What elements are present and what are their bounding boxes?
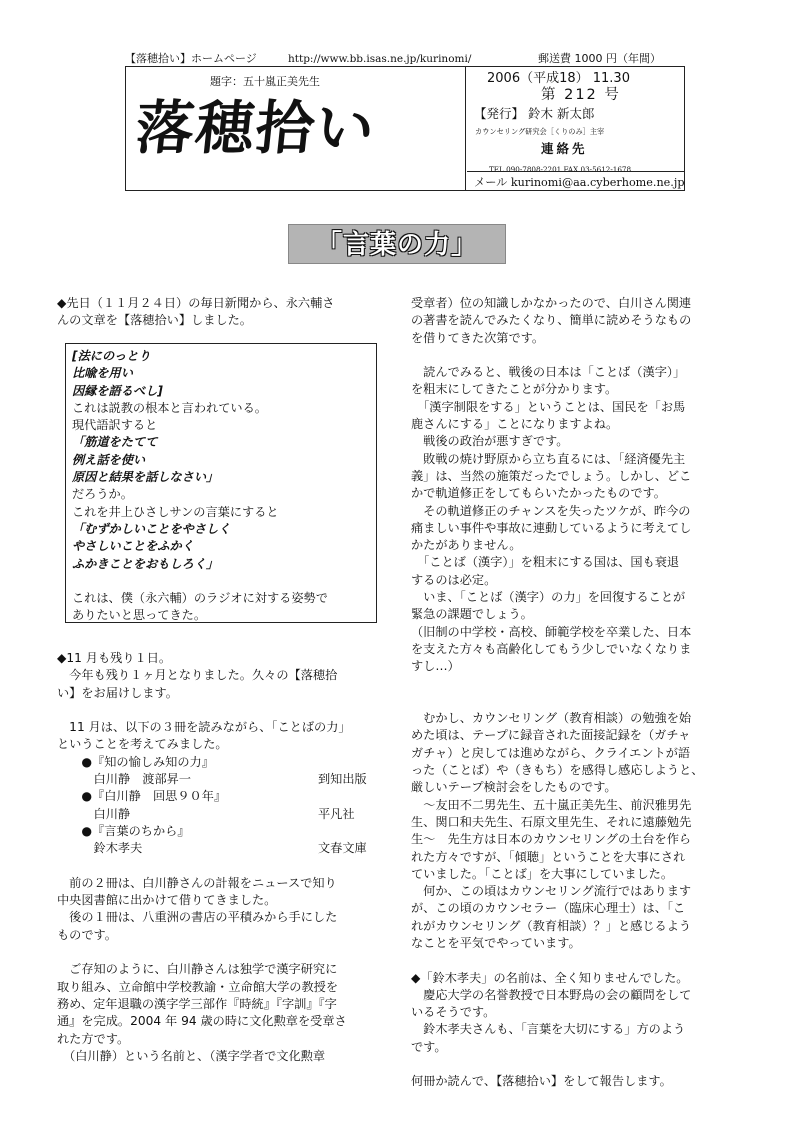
text-line: 鹿さんにする」ことになりますよね。 bbox=[411, 417, 619, 432]
text-line: 後の１冊は、八重洲の書店の平積みから手にした bbox=[57, 910, 338, 925]
text-line: 11 月は、以下の３冊を読みながら、「ことばの力」 bbox=[57, 720, 351, 735]
text-line: めた頃は、テープに録音された面接記録を（ガチャ bbox=[411, 728, 691, 743]
text-line: 義」は、当然の施策だったでしょう。しかし、どこ bbox=[411, 468, 692, 483]
book-title: ●『白川静 回思９０年』 bbox=[57, 789, 227, 804]
text-line: 緊急の課題でしょう。 bbox=[411, 607, 533, 622]
text-line bbox=[411, 1056, 741, 1073]
text-line: れがカウンセリング（教育相談）？」と感じるよう bbox=[411, 918, 692, 933]
text-line: 生、関口和夫先生、石原文里先生、それに遠藤勉先 bbox=[411, 814, 692, 829]
issue-number: 第 212 号 bbox=[541, 87, 621, 103]
text-line bbox=[57, 944, 389, 961]
text-line: いるそうです。 bbox=[411, 1005, 496, 1020]
text-line bbox=[57, 702, 389, 719]
text-line bbox=[411, 676, 741, 693]
text-line: 鈴木孝夫さんも、「言葉を大切にする」方のよう bbox=[411, 1022, 686, 1037]
quote-line: ふかきことをおもしろく」 bbox=[72, 556, 219, 571]
book-author-row bbox=[57, 771, 389, 788]
text-line: 〜友田不二男先生、五十嵐正美先生、前沢雅男先 bbox=[411, 797, 692, 812]
text-line bbox=[411, 347, 741, 364]
text-line: 受章者）位の知識しかなかったので、白川さん関連 bbox=[411, 296, 692, 310]
text-line: ということを考えてみました。 bbox=[57, 737, 228, 752]
issue-date: 2006（平成18） 11.30 bbox=[487, 71, 630, 86]
homepage-label: 【落穂拾い】ホームページ bbox=[125, 52, 257, 65]
text-line: を借りてきた次第です。 bbox=[411, 330, 545, 345]
quote-line: 因縁を語るべし] bbox=[72, 383, 163, 398]
book-title: ●『知の愉しみ知の力』 bbox=[57, 754, 214, 769]
calligrapher-credit: 題字：五十嵐正美先生 bbox=[210, 75, 320, 88]
text-line: 何冊か読んで、【落穂拾い】をして報告します。 bbox=[411, 1074, 672, 1089]
article-title-banner bbox=[288, 224, 506, 264]
text-line: 厳しいテープ検討会をしたものです。 bbox=[411, 780, 617, 795]
text-line: 前の２冊は、白川静さんの計報をニュースで知り bbox=[57, 875, 337, 890]
text-line: （旧制の中学校・高校、師範学校を卒業した、日本 bbox=[411, 624, 692, 639]
mail-address[interactable]: kurinomi@aa.cyberhome.ne.jp bbox=[510, 176, 685, 189]
quote-line: だろうか。 bbox=[72, 487, 133, 502]
text-line: するのは必定。 bbox=[411, 572, 497, 587]
text-line: （白川静）という名前と、（漢字学者で文化勲章 bbox=[57, 1048, 326, 1063]
quote-line: 現代語訳すると bbox=[72, 418, 158, 433]
organization: カウンセリング研究会［くりのみ］主宰 bbox=[475, 127, 605, 136]
text-line: かで軌道修正をしてもらいたかったものです。 bbox=[411, 486, 666, 501]
quote-line bbox=[72, 573, 328, 590]
text-line: 敗戦の焼け野原から立ち直るには、「経済優先主 bbox=[411, 451, 686, 466]
text-line: ◆「鈴木孝夫」の名前は、全く知りませんでした。 bbox=[411, 970, 689, 985]
text-line: です。 bbox=[411, 1039, 447, 1054]
quote-line: 「筋道をたてて bbox=[72, 435, 158, 450]
masthead bbox=[125, 66, 685, 191]
masthead-info-box bbox=[467, 67, 684, 190]
text-line: 生〜 先生方は日本のカウンセリングの土台を作ら bbox=[411, 832, 692, 847]
text-line: すし…） bbox=[411, 659, 460, 674]
text-line: 痛ましい事件や事故に連動しているように考えてし bbox=[411, 520, 692, 535]
left-column bbox=[57, 295, 389, 330]
book-author: 白川静 渡部昇一 bbox=[57, 772, 192, 787]
newsletter-title: 落穂拾い bbox=[132, 94, 380, 162]
quote-line: やさしいことをふかく bbox=[72, 539, 194, 554]
mail-label: メール bbox=[474, 176, 508, 189]
quote-line: 「むずかしいことをやさしく bbox=[72, 521, 231, 536]
book-publisher: 平凡社 bbox=[318, 806, 355, 821]
book-author: 鈴木孝夫 bbox=[57, 841, 143, 856]
text-line: その軌道修正のチャンスを失ったツケが、昨今の bbox=[411, 503, 691, 518]
publisher: 【発行】 鈴木 新太郎 bbox=[474, 106, 595, 121]
postage-fee: 郵送費 1000 円（年間） bbox=[538, 52, 661, 65]
text-line: 務め、定年退職の漢字学三部作『時統』『字訓』『字 bbox=[57, 996, 337, 1011]
mail-row bbox=[467, 171, 684, 190]
text-line: れた方々ですが、「傾聴」ということを大事にされ bbox=[411, 849, 686, 864]
text-line: が、この頃のカウンセラー（臨床心理士）は、「こ bbox=[411, 901, 686, 916]
text-line bbox=[411, 693, 741, 710]
text-line: を粗末にしてきたことが分かります。 bbox=[411, 382, 618, 397]
text-line: 戦後の政治が悪すぎです。 bbox=[411, 434, 569, 449]
quote-line: これを井上ひさしサンの言葉にすると bbox=[72, 504, 279, 519]
text-line: い】をお届けします。 bbox=[57, 685, 178, 700]
book-author-row bbox=[57, 806, 389, 823]
text-line: なことを平気でやっています。 bbox=[411, 935, 581, 950]
text-line: ガチャ）と戻しては進めながら、クライエントが語 bbox=[411, 745, 691, 760]
book-author: 白川静 bbox=[57, 806, 131, 821]
quote-line: [法にのっとり bbox=[72, 349, 151, 363]
text-line: った（ことば）や（きもち）を感得し感応しようと、 bbox=[411, 763, 704, 778]
contact-label: 連絡先 bbox=[541, 141, 588, 156]
text-line: 今年も残り１ヶ月となりました。久々の【落穂拾 bbox=[57, 668, 338, 683]
text-line: 読んでみると、戦後の日本は「ことば（漢字）」 bbox=[411, 365, 686, 380]
book-publisher: 文春文庫 bbox=[318, 841, 367, 856]
masthead-title-box bbox=[126, 67, 466, 190]
quote-line: 比喩を用い bbox=[72, 366, 133, 381]
text-line: ◆先日（１１月２４日）の毎日新聞から、永六輔さ bbox=[57, 296, 335, 310]
quote-box bbox=[65, 343, 377, 623]
right-column bbox=[411, 295, 741, 1091]
quote-line: 原因と結果を話しなさい」 bbox=[72, 470, 219, 485]
text-line: ご存知のように、白川静さんは独学で漢字研究に bbox=[57, 962, 338, 977]
book-publisher: 到知出版 bbox=[318, 772, 367, 787]
text-line: 慶応大学の名誉教授で日本野鳥の会の顧問をして bbox=[411, 987, 692, 1002]
quote-line: ありたいと思ってきた。 bbox=[72, 608, 207, 623]
text-line: 「ことば（漢字）」を粗末にする国は、国も衰退 bbox=[411, 555, 680, 570]
quote-line: 例え話を使い bbox=[72, 452, 146, 467]
homepage-url[interactable]: http://www.bb.isas.ne.jp/kurinomi/ bbox=[288, 53, 472, 65]
text-line bbox=[411, 952, 741, 969]
left-column-lower bbox=[57, 650, 389, 1065]
text-line: んの文章を【落穂拾い】しました。 bbox=[57, 313, 252, 328]
quote-line: これは、僕（永六輔）のラジオに対する姿勢で bbox=[72, 591, 328, 606]
text-line: ◆11 月も残り１日。 bbox=[57, 651, 172, 665]
text-line: かたがありません。 bbox=[411, 538, 522, 553]
book-title: ●『言葉のちから』 bbox=[57, 823, 190, 838]
text-line: の著書を読んでみたくなり、簡単に読めそうなもの bbox=[411, 313, 692, 328]
text-line: 取り組み、立命館中学校教諭・立命館大学の教授を bbox=[57, 979, 339, 994]
article-title: 「言葉の力」 bbox=[315, 230, 478, 260]
text-line: ていました。「ことば」を大事にしていました。 bbox=[411, 866, 674, 881]
text-line: 通』を完成。2004 年 94 歳の時に文化勲章を受章さ bbox=[57, 1014, 347, 1029]
quote-line: これは説教の根本と言われている。 bbox=[72, 400, 267, 415]
text-line: ものです。 bbox=[57, 927, 117, 942]
text-line: むかし、カウンセリング（教育相談）の勉強を始 bbox=[411, 711, 692, 726]
text-line: れた方です。 bbox=[57, 1031, 130, 1046]
text-line: いま、「ことば（漢字）の力」を回復することが bbox=[411, 590, 686, 605]
text-line: 中央図書館に出かけて借りてきました。 bbox=[57, 893, 277, 908]
text-line: 「漢字制限をする」ということは、国民を「お馬 bbox=[411, 399, 686, 414]
tel-fax: TEL 090-7808-2201 FAX 03-5612-1678 bbox=[489, 165, 632, 174]
book-author-row bbox=[57, 840, 389, 857]
text-line: 何か、この頃はカウンセリング流行ではあります bbox=[411, 884, 692, 899]
text-line: を支えた方々も高齢化してもう少しでいなくなりま bbox=[411, 641, 692, 656]
